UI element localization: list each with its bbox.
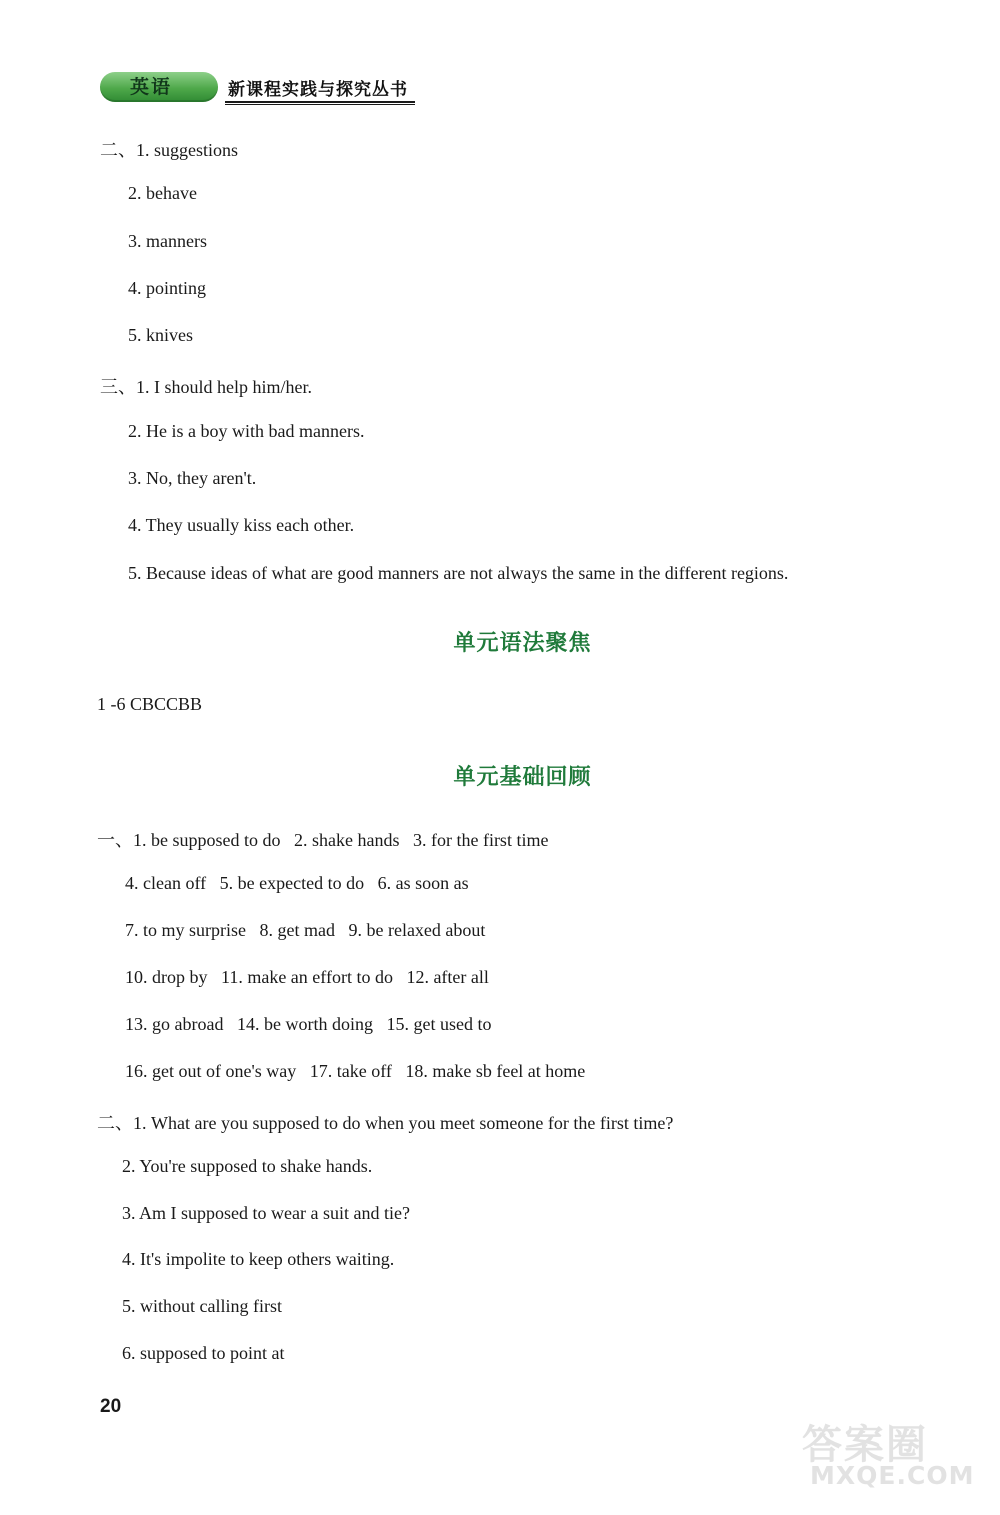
section-heading-review: 单元基础回顾 bbox=[453, 765, 592, 790]
answer-line: 16. get out of one's way 17. take off 18. make sb feel at home bbox=[125, 1061, 586, 1081]
answer-line: 三、1. I should help him/her. bbox=[100, 377, 312, 397]
answer-line: 5. Because ideas of what are good manners are not always the same in the different regions. bbox=[128, 563, 789, 583]
answer-line: 4. clean off 5. be expected to do 6. as soon as bbox=[125, 873, 469, 893]
answer-line: 5. knives bbox=[128, 325, 193, 345]
header-rule bbox=[225, 101, 415, 103]
answer-line: 13. go abroad 14. be worth doing 15. get used to bbox=[125, 1014, 492, 1034]
series-title: 新课程实践与探究丛书 bbox=[228, 80, 408, 100]
answer-line: 一、1. be supposed to do 2. shake hands 3. for the first time bbox=[97, 830, 549, 850]
answer-line: 二、1. What are you supposed to do when you meet someone for the first time? bbox=[97, 1113, 674, 1133]
header-rule bbox=[225, 104, 415, 105]
page-number: 20 bbox=[100, 1396, 122, 1417]
answer-line: 二、1. suggestions bbox=[100, 140, 239, 160]
answer-line: 2. He is a boy with bad manners. bbox=[128, 421, 365, 441]
answer-line: 3. No, they aren't. bbox=[128, 468, 257, 488]
answer-line: 4. They usually kiss each other. bbox=[128, 515, 355, 535]
answer-line: 4. pointing bbox=[128, 278, 207, 298]
answer-line: 2. behave bbox=[128, 183, 197, 203]
answer-line: 7. to my surprise 8. get mad 9. be relaxed about bbox=[125, 920, 486, 940]
answer-line: 3. Am I supposed to wear a suit and tie? bbox=[122, 1203, 410, 1223]
page-header bbox=[100, 70, 420, 104]
watermark bbox=[802, 1413, 982, 1493]
answer-line: 3. manners bbox=[128, 231, 207, 251]
answer-line: 6. supposed to point at bbox=[122, 1343, 285, 1363]
answer-line: 5. without calling first bbox=[122, 1296, 282, 1316]
watermark-bottom: MXQE.COM bbox=[810, 1461, 975, 1490]
section-heading-grammar: 单元语法聚焦 bbox=[453, 631, 592, 656]
answer-line: 2. You're supposed to shake hands. bbox=[122, 1156, 373, 1176]
watermark-top: 答案圈 bbox=[802, 1422, 928, 1468]
subject-label: 英语 bbox=[130, 76, 173, 98]
answer-line: 1 -6 CBCCBB bbox=[97, 694, 203, 714]
answer-line: 4. It's impolite to keep others waiting. bbox=[122, 1249, 395, 1269]
answer-line: 10. drop by 11. make an effort to do 12. after all bbox=[125, 967, 489, 987]
